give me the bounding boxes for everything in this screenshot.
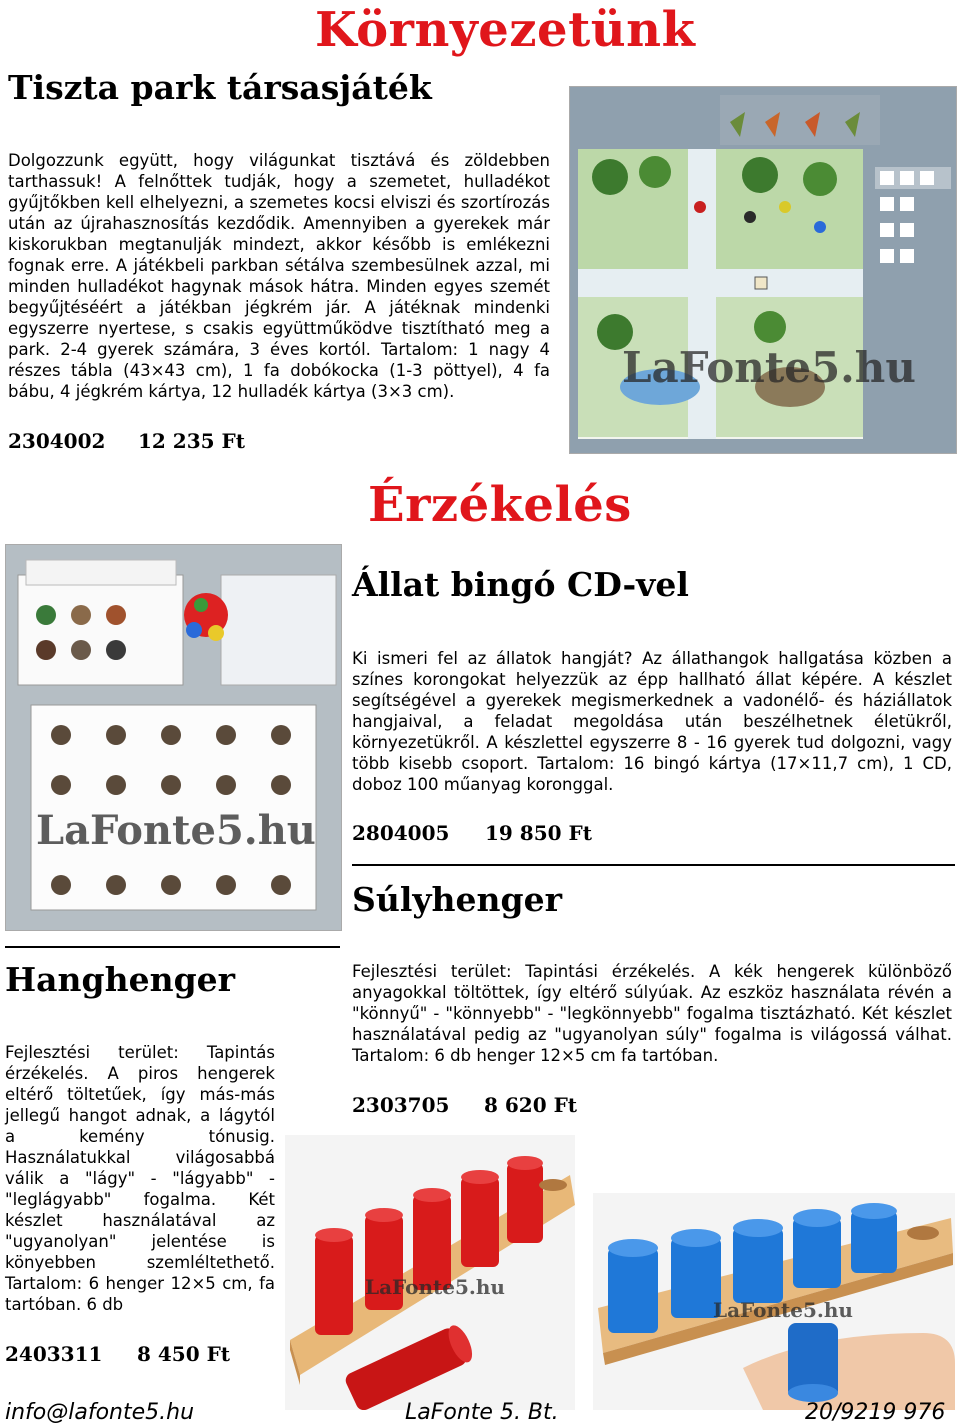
footer-company: LaFonte 5. Bt. xyxy=(405,1400,559,1425)
red-cylinders-illustration xyxy=(285,1135,575,1410)
watermark: LaFonte5.hu xyxy=(36,807,316,854)
animal-bingo-photo xyxy=(5,544,342,931)
product-price: 8 620 Ft xyxy=(484,1093,578,1117)
weight-cylinder-photo xyxy=(593,1193,955,1410)
product-title-animal-bingo: Állat bingó CD-vel xyxy=(352,565,689,604)
product-title-sound-cylinder: Hanghenger xyxy=(5,960,236,999)
animal-bingo-illustration xyxy=(6,545,341,930)
board-game-illustration xyxy=(570,87,956,453)
board-game-photo xyxy=(569,86,957,454)
divider-line xyxy=(5,946,340,948)
product-title-clean-park: Tiszta park társasjáték xyxy=(8,68,432,107)
section-title-environment: Környezetünk xyxy=(315,2,696,58)
section-title-senses: Érzékelés xyxy=(368,477,632,533)
product-price: 8 450 Ft xyxy=(137,1342,231,1366)
divider-line xyxy=(352,864,955,866)
footer-email[interactable]: info@lafonte5.hu xyxy=(5,1400,195,1425)
product-code: 2403311 xyxy=(5,1342,103,1366)
sound-cylinder-photo xyxy=(285,1135,575,1410)
product-code: 2304002 xyxy=(8,429,106,453)
price-row-sound-cylinder xyxy=(5,1342,230,1366)
product-title-weight-cylinder: Súlyhenger xyxy=(352,880,562,919)
price-row-clean-park xyxy=(8,429,245,453)
price-row-animal-bingo xyxy=(352,821,592,845)
product-description-sound-cylinder: Fejlesztési terület: Tapintás érzékelés. A piros hengerek eltérő töltetűek, így más-más jellegű hangot adnak, a lágytól a kemény tónusig. Használatukkal világosabbá válik a "lágy" - "lágyabb" - "leglágyabb" fogalma. Két készlet használatával az "ugyanolyan" jelentése is könyebben szemléltethető. Tartalom: 6 henger 12×5 cm, fa tartóban. 6 db xyxy=(5,1043,275,1314)
product-description-clean-park: Dolgozzunk együtt, hogy világunkat tisztává és zöldebben tarthassuk! A felnőttek tudják, hogy a szemetet, hulladékot gyűjtőkben kell elhelyezni, a szemetes kocsi elviszi és szortírozás után az újrahasznosítás kezdődik. Amennyiben a gyerekek már kiskorukban megtanulják mindezt, akkor később is emlékezni fognak erre. A játékbeli parkban sétálva szembesülnek azzal, mi minden hulladékot hagynak mások hátra. Minden egyes szemét begyűjtéséért a játékban jégkrém jár. A játéknak mindenki egyszerre nyertese, s csakis együttműködve tisztítható meg a park. 2-4 gyerek számára, 3 éves kortól. Tartalom: 1 nagy 4 részes tábla (43×43 cm), 1 fa dobókocka (1-3 pöttyel), 4 fa bábu, 4 jégkrém kártya, 12 hulladék kártya (3×3 cm). xyxy=(8,151,550,401)
product-price: 19 850 Ft xyxy=(485,821,592,845)
product-description-weight-cylinder: Fejlesztési terület: Tapintási érzékelés. A kék hengerek különböző anyagokkal töltöttek, így eltérő súlyúak. Az eszköz használata révén a "könnyű" - "könnyebb" - "legkönnyebb" fogalma tisztázható. Két készlet használatával pedig az "ugyanolyan súly" fogalma is világossá válhat. Tartalom: 6 db henger 12×5 cm fa tartóban. xyxy=(352,962,952,1065)
product-code: 2303705 xyxy=(352,1093,450,1117)
watermark: LaFonte5.hu xyxy=(365,1275,505,1299)
price-row-weight-cylinder xyxy=(352,1093,577,1117)
product-price: 12 235 Ft xyxy=(138,429,245,453)
watermark: LaFonte5.hu xyxy=(713,1298,853,1322)
product-code: 2804005 xyxy=(352,821,450,845)
footer-phone: 20/9219 976 xyxy=(805,1400,946,1425)
watermark: LaFonte5.hu xyxy=(622,343,916,392)
product-description-animal-bingo: Ki ismeri fel az állatok hangját? Az állathangok hallgatása közben a színes korongokat helyezzük az épp hallható állat képére. A készlet segítségével a gyerekek megismerkednek a vadonélő- és háziállatok hangjaival, a feladat megoldása után beszélhetnek életükről, környezetükről. A készlettel egyszerre 8 - 16 gyerek tud dolgozni, vagy több kisebb csoport. Tartalom: 16 bingó kártya (17×11,7 cm), 1 CD, doboz 100 műanyag koronggal. xyxy=(352,649,952,794)
